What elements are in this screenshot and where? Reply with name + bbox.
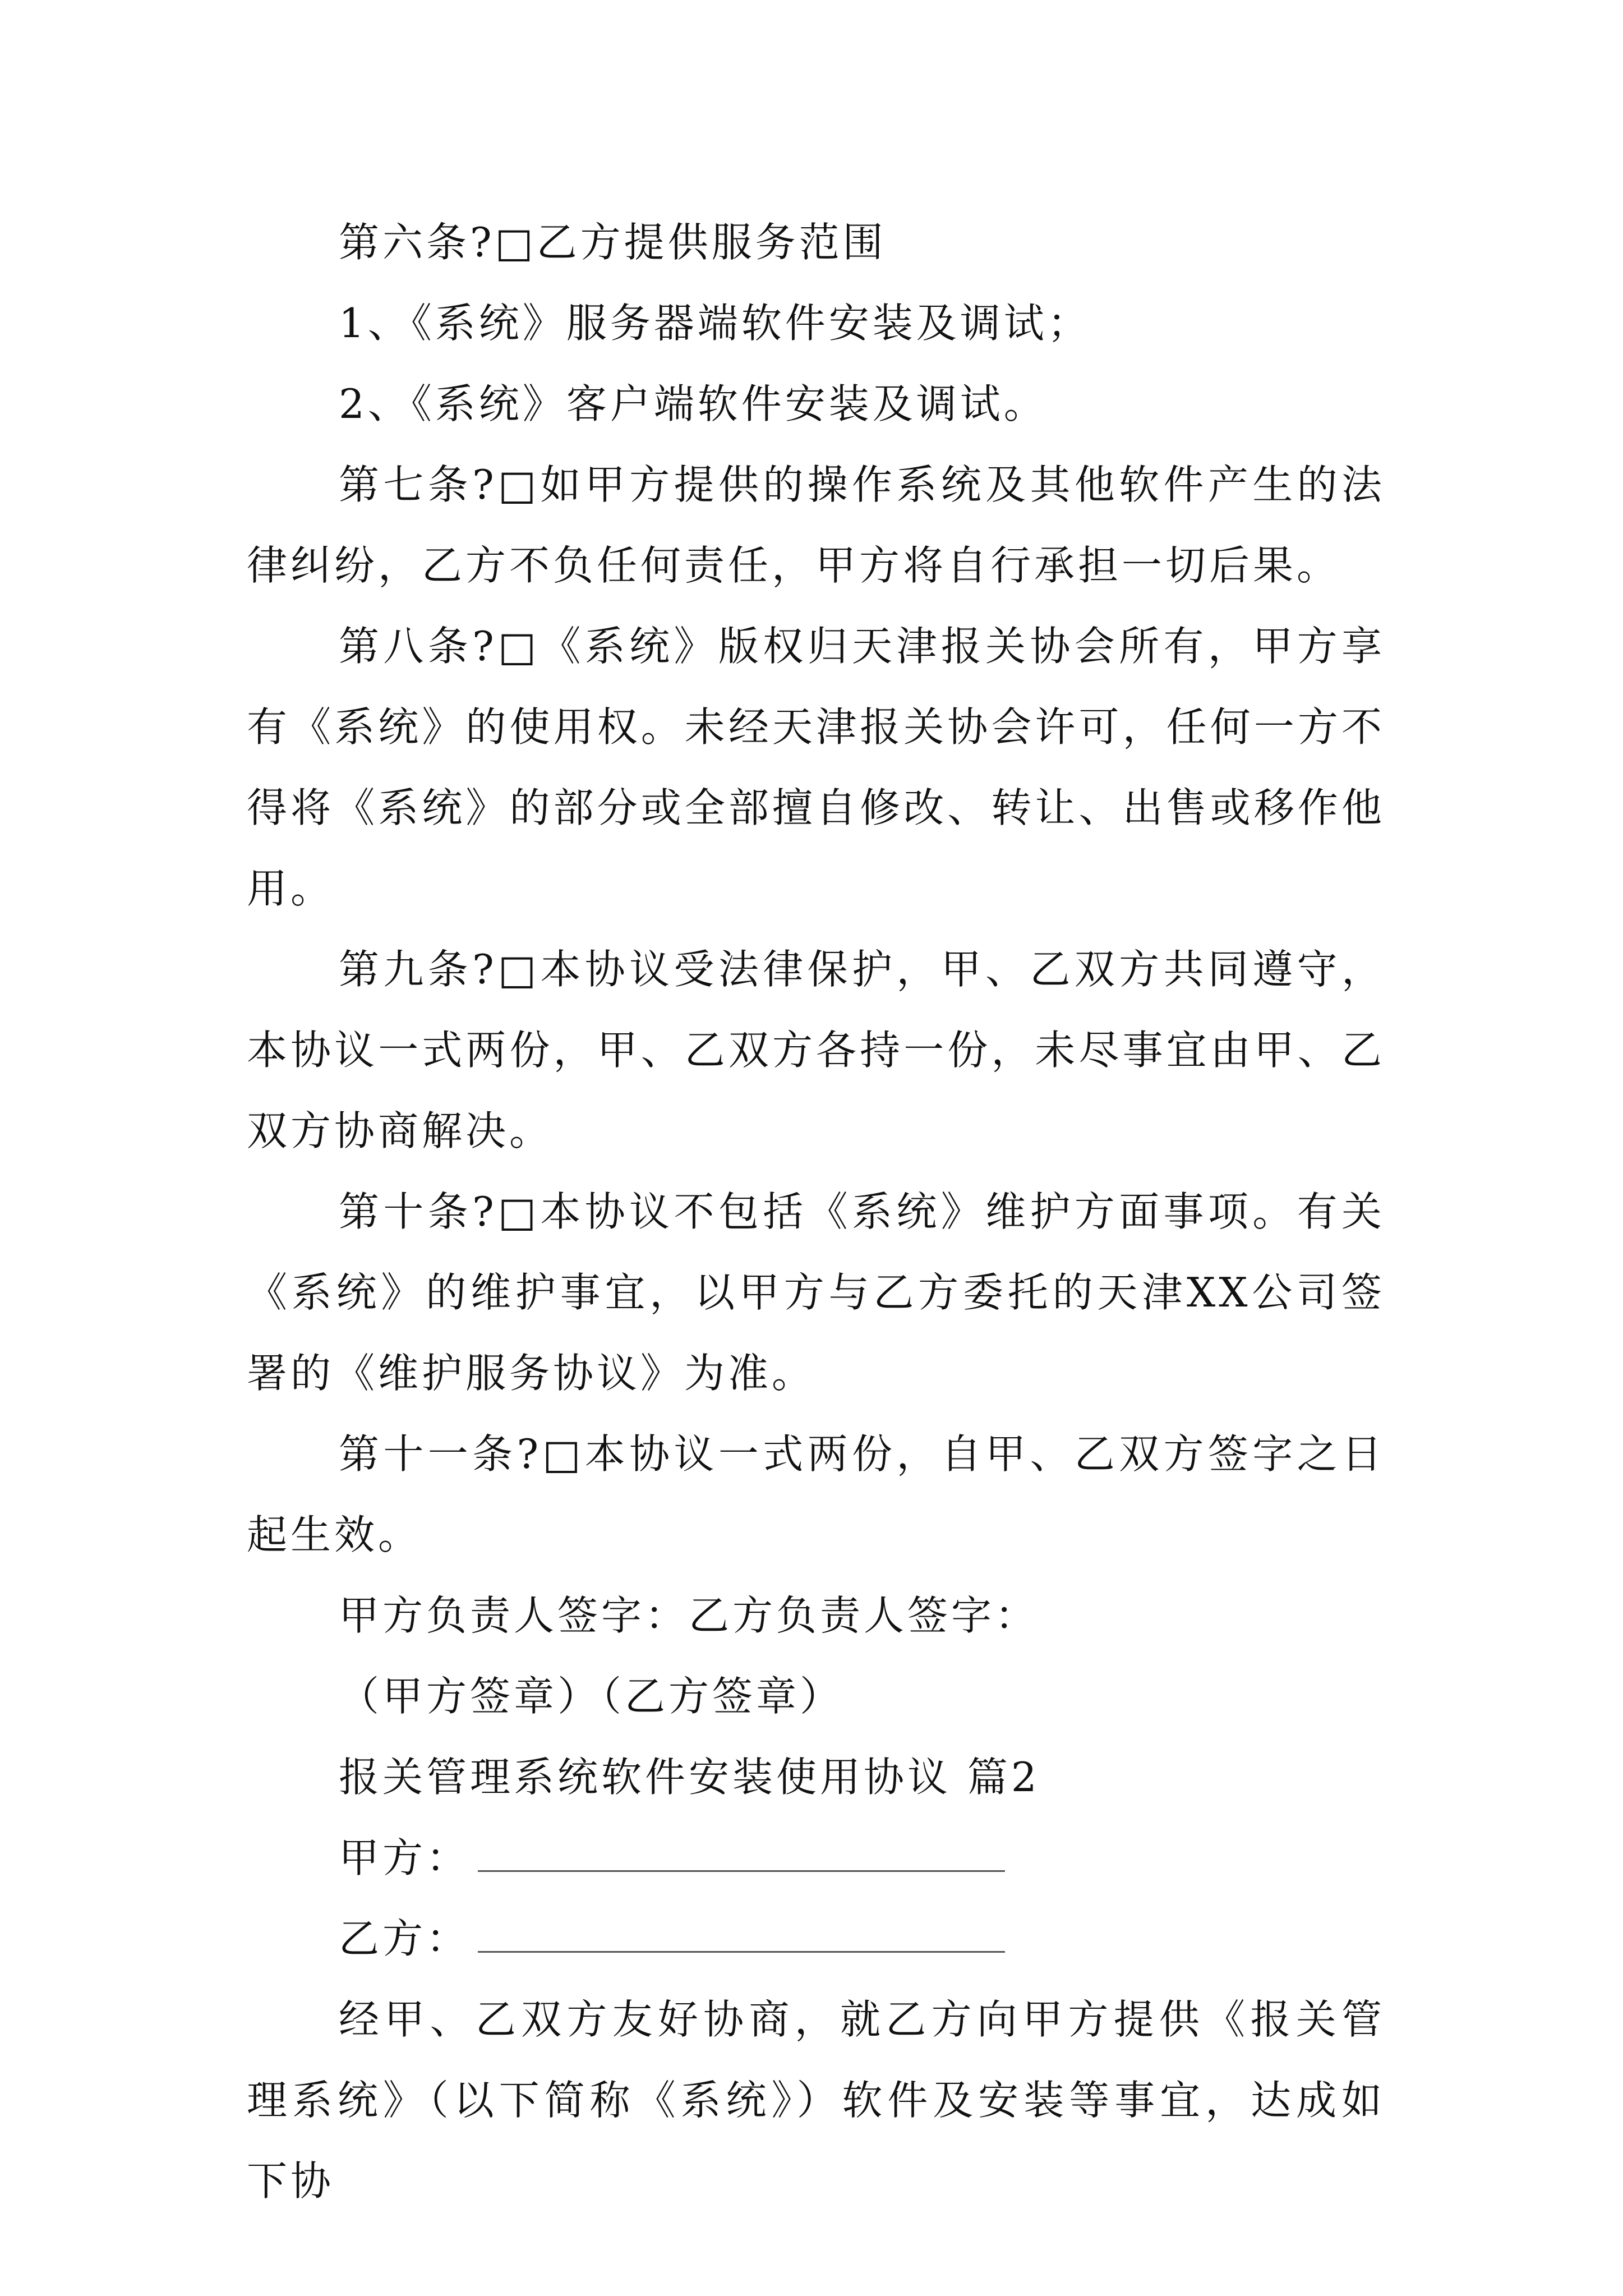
clause-6-item-1: 1、《系统》服务器端软件安装及调试； — [339, 300, 1091, 347]
clause-11: 第十一条?□本协议一式两份，自甲、乙双方签字之日起生效。 — [247, 1430, 1385, 1558]
party-a-label: 甲方： — [339, 1834, 471, 1881]
signature-line: 甲方负责人签字：乙方负责人签字： — [339, 1592, 1039, 1639]
agreement-2-intro: 经甲、乙双方友好协商，就乙方向甲方提供《报关管理系统》（以下简称《系统》）软件及安装等事宜，达成如下协 — [247, 1996, 1385, 2205]
party-a-row — [247, 1818, 1385, 1898]
clause-10: 第十条?□本协议不包括《系统》维护方面事项。有关《系统》的维护事宜，以甲方与乙方委托的天津XX公司签署的《维护服务协议》为准。 — [247, 1188, 1385, 1397]
clause-7: 第七条?□如甲方提供的操作系统及其他软件产生的法律纠纷，乙方不负任何责任，甲方将自行承担一切后果。 — [247, 461, 1385, 589]
party-b-label: 乙方： — [339, 1915, 471, 1962]
clause-6-title: 第六条?□乙方提供服务范围 — [339, 219, 887, 266]
document-body — [247, 202, 1385, 2221]
clause-6-item-2: 2、《系统》客户端软件安装及调试。 — [339, 380, 1048, 427]
clause-8: 第八条?□《系统》版权归天津报关协会所有，甲方享有《系统》的使用权。未经天津报关协会许可，任何一方不得将《系统》的部分或全部擅自修改、转让、出售或移作他用。 — [247, 623, 1385, 912]
seal-line: （甲方签章）（乙方签章） — [339, 1673, 844, 1720]
agreement-2-title: 报关管理系统软件安装使用协议 篇2 — [339, 1754, 1040, 1801]
clause-9: 第九条?□本协议受法律保护，甲、乙双方共同遵守，本协议一式两份，甲、乙双方各持一份，未尽事宜由甲、乙双方协商解决。 — [247, 946, 1385, 1154]
party-b-blank — [478, 1912, 1005, 1953]
party-a-blank — [478, 1831, 1005, 1872]
party-b-row — [247, 1898, 1385, 1979]
